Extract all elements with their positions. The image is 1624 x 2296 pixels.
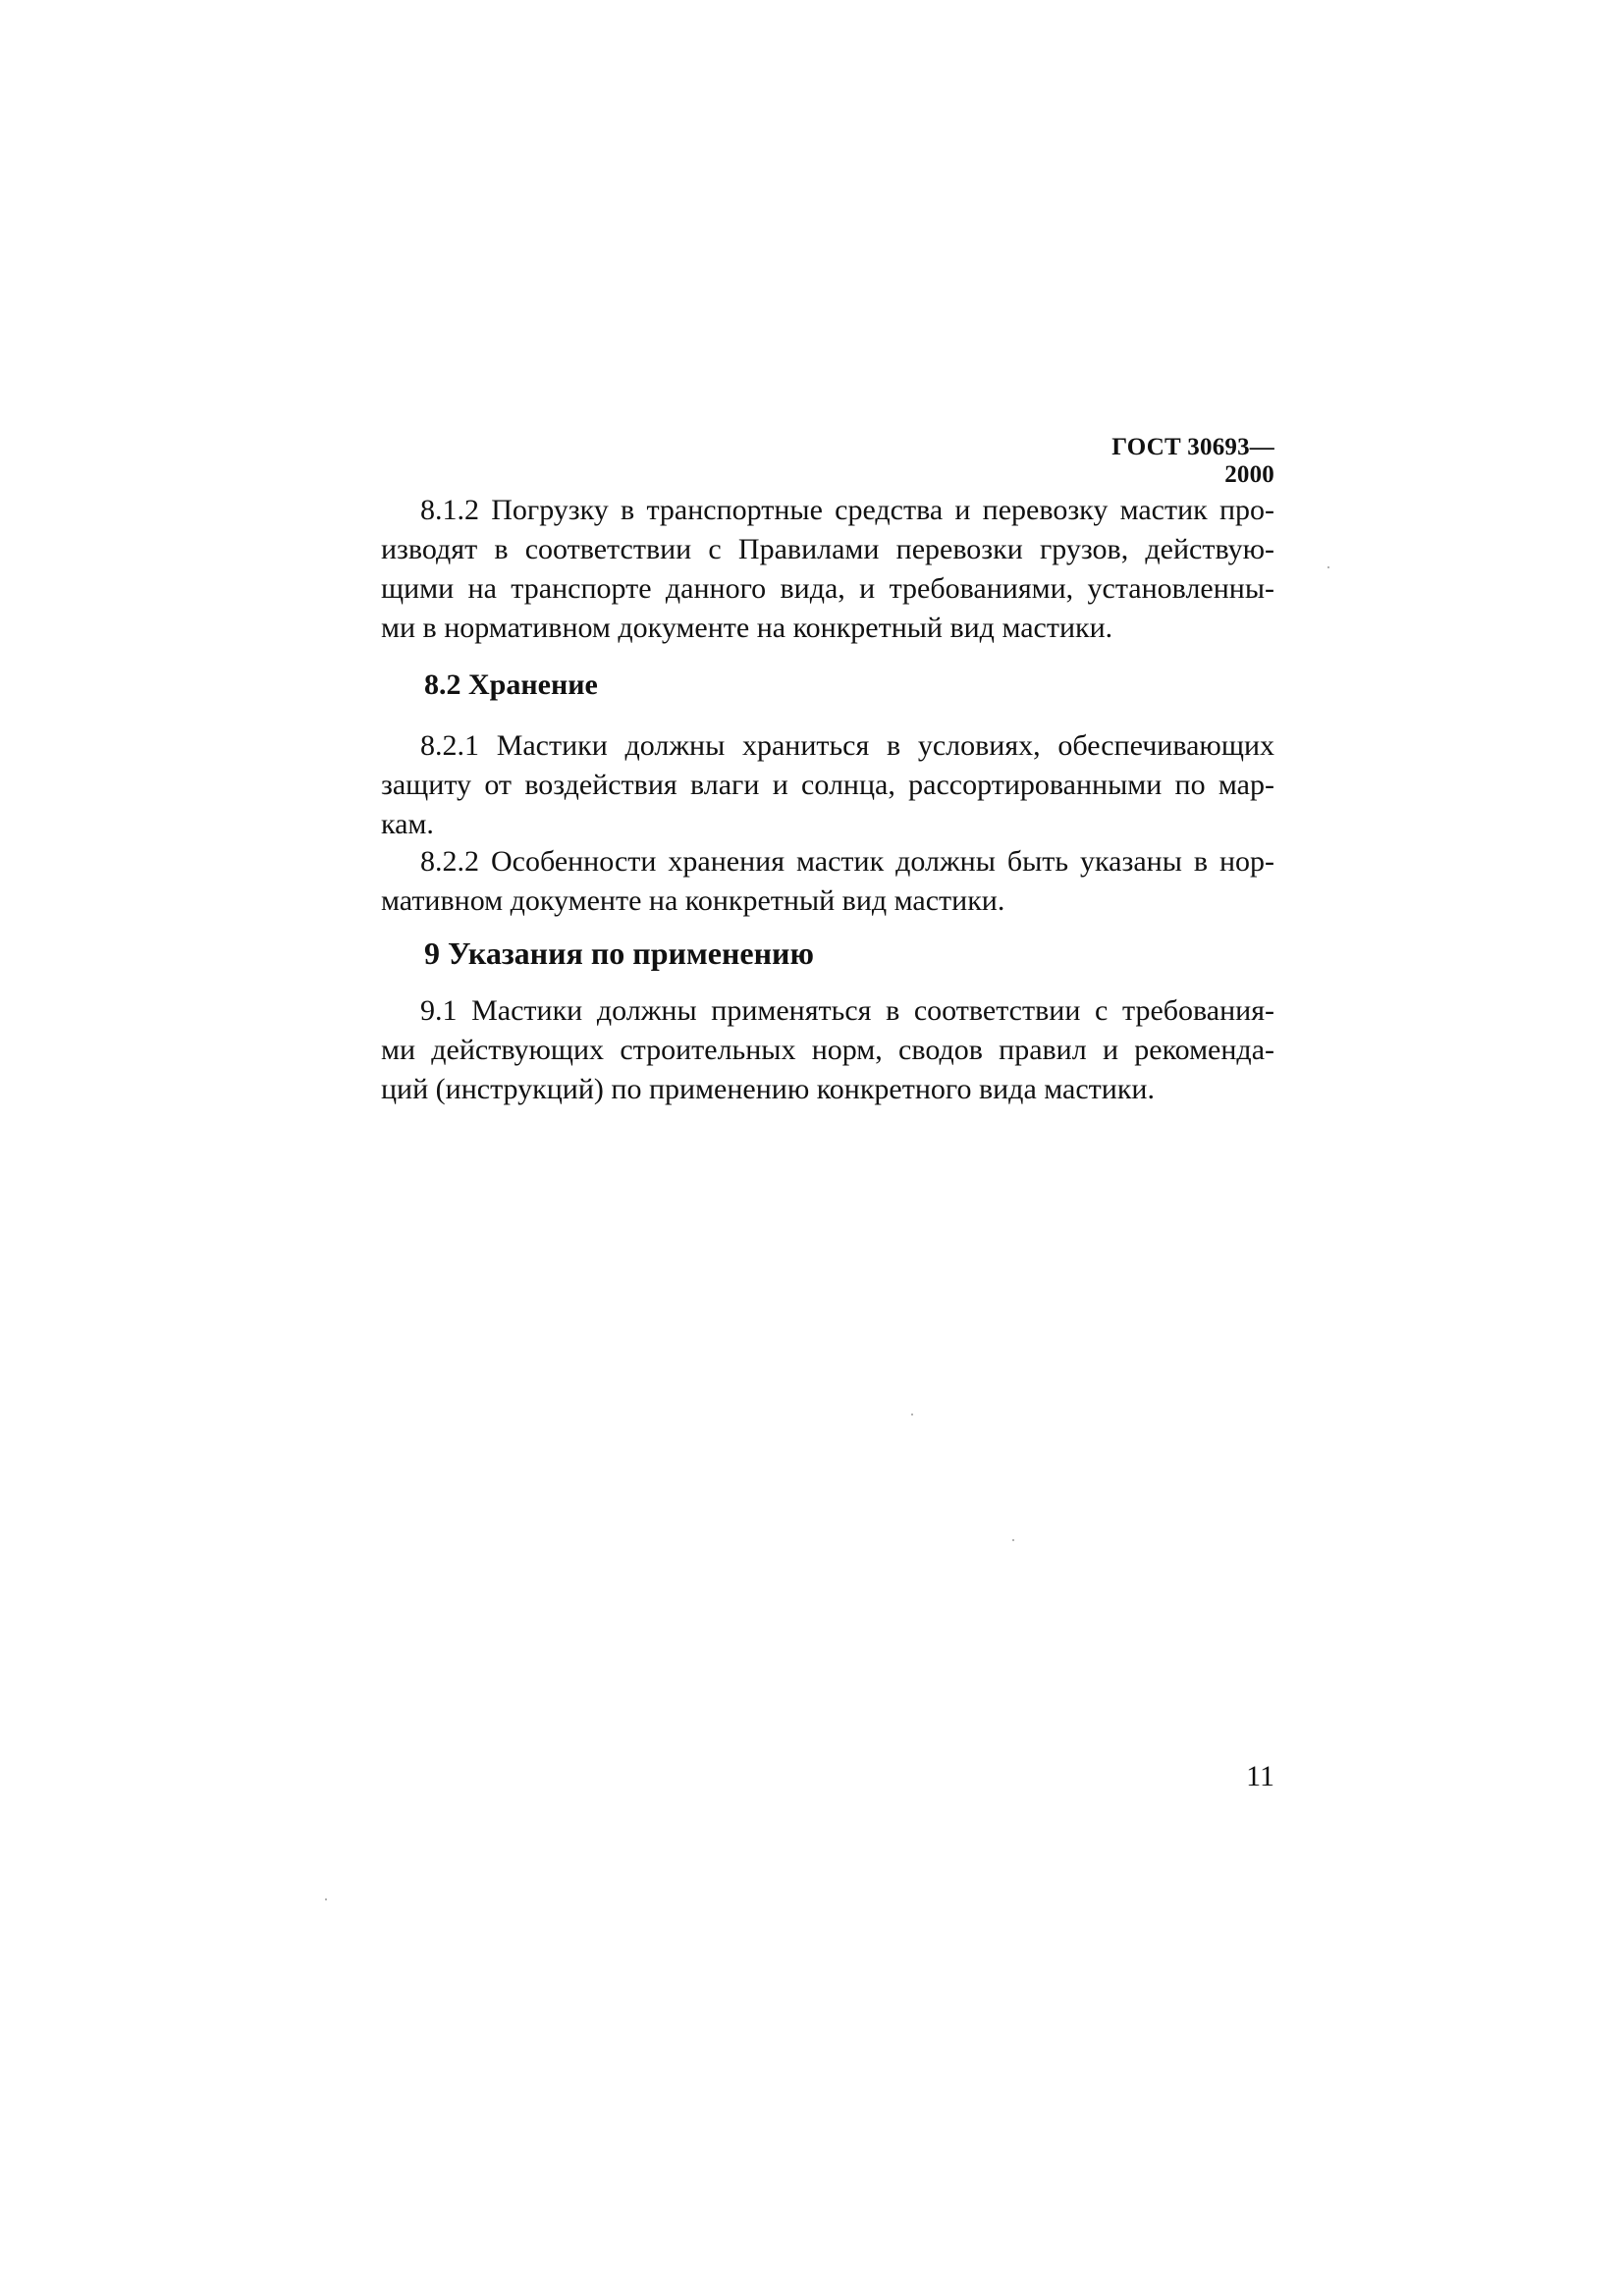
- paragraph-line: щими на транспорте данного вида, и требованиями, установленны-: [381, 572, 1274, 605]
- section-heading-8-2: 8.2 Хранение: [424, 668, 598, 701]
- paragraph-line: 8.2.2 Особенности хранения мастик должны быть указаны в нор-: [420, 845, 1274, 878]
- paragraph-line: мативном документе на конкретный вид мастики.: [381, 884, 1005, 917]
- paragraph-line: изводят в соответствии с Правилами перевозки грузов, действую-: [381, 533, 1274, 565]
- paragraph-line: ций (инструкций) по применению конкретного вида мастики.: [381, 1073, 1155, 1105]
- paragraph-line: 8.2.1 Мастики должны храниться в условиях, обеспечивающих: [420, 729, 1274, 762]
- scan-speck: [1012, 1539, 1014, 1541]
- scan-speck: [911, 1414, 913, 1415]
- paragraph-9-1: [381, 991, 1274, 1109]
- paragraph-line: защиту от воздействия влаги и солнца, рассортированными по мар-: [381, 769, 1274, 801]
- scan-speck: [325, 1898, 327, 1900]
- paragraph-8-2-1: [381, 726, 1274, 844]
- page-number: 11: [1246, 1760, 1274, 1792]
- paragraph-8-2-2: [381, 842, 1274, 921]
- paragraph-line: 8.1.2 Погрузку в транспортные средства и перевозку мастик про-: [420, 494, 1274, 526]
- section-heading-9: 9 Указания по применению: [424, 935, 814, 971]
- paragraph-8-1-2: [381, 491, 1274, 648]
- standard-header: ГОСТ 30693—2000: [1111, 434, 1274, 488]
- paragraph-line: кам.: [381, 808, 434, 840]
- paragraph-line: ми действующих строительных норм, сводов правил и рекоменда-: [381, 1034, 1274, 1066]
- paragraph-line: ми в нормативном документе на конкретный вид мастики.: [381, 612, 1113, 644]
- paragraph-line: 9.1 Мастики должны применяться в соответствии с требования-: [420, 994, 1274, 1027]
- scan-speck: [1327, 566, 1329, 568]
